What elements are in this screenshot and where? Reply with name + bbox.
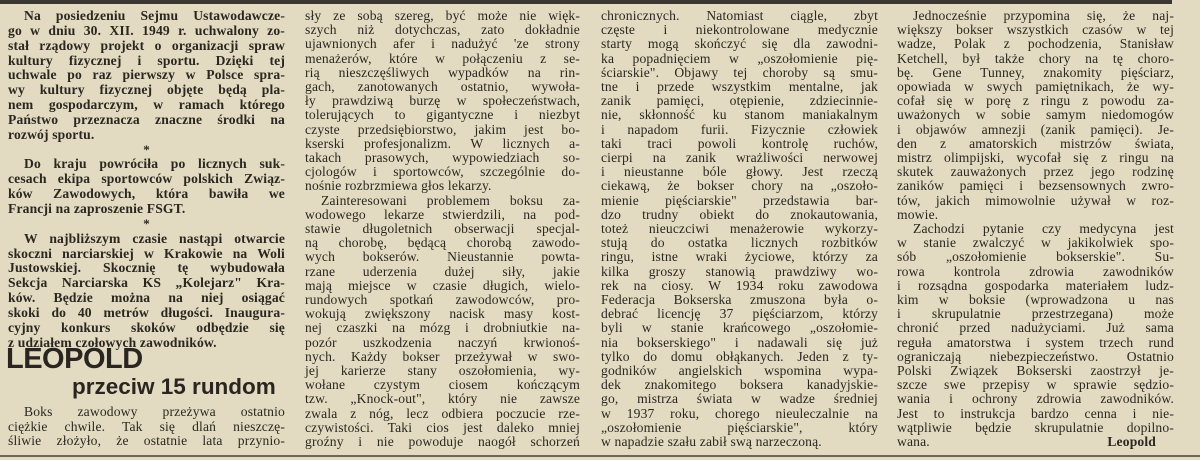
text-line: byli w stanie krańcowego „oszołomie- bbox=[601, 320, 878, 336]
text-line: ły prawdziwą burzę w społeczeństwach, bbox=[305, 93, 580, 109]
text-line: ka popadnięciem w „oszołomienie pię- bbox=[601, 50, 878, 66]
text-line: ograniczają niebezpieczeństwo. Ostatnio bbox=[897, 348, 1174, 364]
text-line: sób „oszołomienie bokserskie". Su- bbox=[897, 249, 1174, 265]
text-line: chronić przed nadużyciami. Już sama bbox=[897, 320, 1174, 336]
text-line: gach, zanotowanych ostatnio, wywoła- bbox=[305, 79, 580, 95]
text-line: Jest to instrukcja bardzo cenna i nie- bbox=[897, 405, 1174, 421]
text-line: debrać licencję 37 pięściarzom, którzy bbox=[601, 306, 878, 322]
text-line: i napadom furii. Fizycznie człowiek bbox=[601, 121, 878, 137]
text-line: cierpi na zanik wrażliwości nerwowej bbox=[601, 150, 878, 166]
text-line: dek znakomitego boksera kanadyjskie- bbox=[601, 377, 878, 393]
text-line: nośnie rozbrzmiewa głos lekarzy. bbox=[305, 178, 492, 194]
text-line: wania i ochrony zdrowia zawodników. bbox=[897, 391, 1174, 407]
news-item bbox=[8, 157, 285, 216]
text-line: ujawnionych afer i nadużyć 'ze strony bbox=[305, 36, 580, 52]
text-line: uważonych w sobie samym niedomogów bbox=[897, 107, 1174, 123]
text-line: śliwie złożyło, że ostatnie lata przynio- bbox=[8, 433, 285, 448]
text-line: nie, skłonność ku stanom maniakalnym bbox=[601, 107, 878, 123]
text-line: cjologów i sportowców, szczególnie do- bbox=[305, 164, 580, 180]
text-line: reguła amatorstwa i system trzech rund bbox=[897, 334, 1174, 350]
article-headline: LEOPOLD bbox=[6, 343, 143, 375]
text-line: rozwój sportu. bbox=[8, 126, 95, 142]
text-line: go, mistrza świata w wadze średniej bbox=[601, 391, 878, 407]
text-line: tów, jakich mimowolnie używał w roz- bbox=[897, 192, 1174, 208]
asterisk-separator: * bbox=[143, 215, 150, 231]
author-signature: Leopold bbox=[1107, 434, 1156, 450]
news-column bbox=[8, 9, 285, 350]
text-line: Do kraju powróciła po licznych suk- bbox=[24, 156, 285, 172]
text-line: z udziałem czołowych zawodników. bbox=[8, 334, 217, 350]
text-line: rowa kontrola zdrowia zawodników bbox=[897, 263, 1174, 279]
text-line: nia bokserskiego" i nadawali się już bbox=[601, 334, 878, 350]
text-line: skoczni narciarskiej w Krakowie na Woli bbox=[8, 245, 285, 261]
text-line-content: wana. bbox=[897, 434, 930, 450]
text-line: W najbliższym czasie nastąpi otwarcie bbox=[24, 230, 285, 246]
article-paragraph bbox=[8, 405, 285, 449]
text-line: Francji na zaproszenie FSGT. bbox=[8, 200, 186, 216]
text-line: „oszołomienie pięściarskie", który bbox=[601, 419, 878, 435]
text-line: skoki do 40 metrów długości. Inaugura- bbox=[8, 304, 285, 320]
text-line: ków Zawodowych, która bawiła we bbox=[8, 186, 285, 202]
article-paragraph bbox=[897, 222, 1174, 449]
text-line: Polski Związek Bokserski zaostrzył je- bbox=[897, 363, 1174, 379]
text-line: Na posiedzeniu Sejmu Ustawodawcze- bbox=[24, 8, 285, 23]
text-line: go w dniu 30. XII. 1949 r. uchwalony zo- bbox=[8, 22, 285, 38]
text-line: Federacja Bokserska zmuszona była o- bbox=[601, 292, 878, 308]
bottom-rule bbox=[0, 455, 1200, 457]
text-line: zanik pamięci, otępienie, zdziecinnie- bbox=[601, 93, 878, 109]
article-subheadline: przeciw 15 rundom bbox=[72, 374, 276, 399]
text-line: ringu, istne wraki życiowe, którzy za bbox=[601, 249, 878, 265]
text-line: i rozsądna gospodarka materiałem ludz- bbox=[897, 277, 1174, 293]
text-line: w 1937 roku, chorego nieuleczalnie na bbox=[601, 405, 878, 421]
text-line: czywistości. Taki cios jest daleko mniej bbox=[305, 419, 580, 435]
text-line: i objawów amnezji (zanik pamięci). Je- bbox=[897, 121, 1174, 137]
top-rule bbox=[0, 0, 1172, 4]
text-line: cofał się w porę z ringu z powodu za- bbox=[897, 93, 1174, 109]
text-line: Państwo przeznacza znaczne środki na bbox=[8, 111, 285, 127]
text-line: szych niż dotychczas, zato dokładnie bbox=[305, 22, 580, 38]
text-line: mają miejsce w czasie długich, wielo- bbox=[305, 277, 580, 293]
text-line: tne i przede wszystkim mentalne, jak bbox=[601, 79, 878, 95]
text-line: Zainteresowani problemem boksu za- bbox=[321, 192, 580, 208]
text-line: ciekawą, że bokser chory na „oszoło- bbox=[601, 178, 878, 194]
text-line: ną chorobę, będącą chorobą zawodo- bbox=[305, 235, 580, 251]
text-line: dzo trudny obiekt do znokautowania, bbox=[601, 206, 878, 222]
text-line: ków. Będzie można na niej osiągać bbox=[8, 290, 285, 306]
text-line: den z amatorskich mistrzów świata, bbox=[897, 135, 1174, 151]
text-line: taki traci powoli kontrolę ruchów, bbox=[601, 135, 878, 151]
text-line: wadze, Polak z pochodzenia, Stanisław bbox=[897, 36, 1174, 52]
text-line: wołane czystym ciosem kończącym bbox=[305, 377, 580, 393]
article-paragraph bbox=[897, 9, 1174, 222]
text-line: groźny i nie powoduje naogół schorzeń bbox=[305, 434, 580, 450]
text-line: stawie długoletnich obserwacji specjal- bbox=[305, 221, 580, 237]
article-lead-column bbox=[8, 405, 285, 449]
text-line: szcze swe przepisy w sprawie sędzio- bbox=[897, 377, 1174, 393]
asterisk-separator: * bbox=[143, 141, 150, 157]
text-line: Boks zawodowy przeżywa ostatnio bbox=[24, 404, 285, 419]
text-line: menażerów, które w połączeniu z se- bbox=[305, 50, 580, 66]
text-line: kultury fizycznej i sportu. Dzięki tej bbox=[8, 52, 285, 68]
text-line: rundowych spotkań zawodowców, pro- bbox=[305, 292, 580, 308]
text-line: w napadzie szału zabił swą narzeczoną. bbox=[601, 434, 822, 450]
text-line: tolerujących to gigantyczne i niezbyt bbox=[305, 107, 580, 123]
text-line: Sekcja Narciarska KS „Kolejarz" Kra- bbox=[8, 275, 285, 291]
text-line: Justowskiej. Skocznię tę wybudowała bbox=[8, 260, 285, 276]
text-line: wokują zwiększony nacisk masy kost- bbox=[305, 306, 580, 322]
text-line: starty mogą skończyć się dla zawodni- bbox=[601, 36, 878, 52]
text-line: mienie pięściarskie" przedstawia bar- bbox=[601, 192, 878, 208]
text-line: kserski profesjonalizm. W licznych a- bbox=[305, 135, 580, 151]
text-line: opowiada w swych pamiętnikach, że wy- bbox=[897, 79, 1174, 95]
text-line: wych bokserów. Nieustannie powta- bbox=[305, 249, 580, 265]
text-line: mowie. bbox=[897, 206, 939, 222]
text-line: stał rządowy projekt o organizacji spraw bbox=[8, 37, 285, 53]
text-line: skutek zauważonych przez jego rodzinę bbox=[897, 164, 1174, 180]
text-line bbox=[897, 435, 1174, 449]
text-line: toteż nieuczciwi menażerowie wykorzy- bbox=[601, 221, 878, 237]
text-line: nem gospodarczym, w ramach którego bbox=[8, 97, 285, 113]
text-line: ciężkie chwile. Tak się dlań nieszczę- bbox=[8, 418, 285, 434]
text-line: godników angielskich wspomina wypa- bbox=[601, 363, 878, 379]
text-line: w stanie zwalczyć w jakikolwiek spo- bbox=[897, 235, 1174, 251]
news-item bbox=[8, 232, 285, 351]
text-line: i nieustanne bóle głowy. Jest rzeczą bbox=[601, 164, 878, 180]
text-line: jej karierze stany oszołomienia, wy- bbox=[305, 363, 580, 379]
text-line: cesach ekipa sportowców polskich Związ- bbox=[8, 171, 285, 187]
text-line: bę. Gene Tunney, znakomity pięściarz, bbox=[897, 64, 1174, 80]
text-line: większy bokser wszystkich czasów w tej bbox=[897, 22, 1174, 38]
article-column-3 bbox=[601, 9, 878, 449]
text-line: i skrupulatnie przestrzegana) może bbox=[897, 306, 1174, 322]
text-line: Zachodzi pytanie czy medycyna jest bbox=[913, 221, 1174, 237]
article-paragraph bbox=[305, 194, 580, 450]
text-line: wątpliwie będzie skrupulatnie dopilno- bbox=[897, 419, 1174, 435]
article-column-2 bbox=[305, 9, 580, 449]
text-line: pozór uszkodzenia naczyń krwionoś- bbox=[305, 334, 580, 350]
text-line: nych. Każdy bokser przeżywał w swo- bbox=[305, 348, 580, 364]
text-line: rią nieszczęśliwych wypadków na rin- bbox=[305, 64, 580, 80]
text-line: kim w boksie (wprowadzona u nas bbox=[897, 292, 1174, 308]
text-line: czyste przedsiębiorstwo, jakim jest bo- bbox=[305, 121, 580, 137]
text-line: sły ze sobą szereg, być może nie więk- bbox=[305, 8, 580, 23]
news-item bbox=[8, 9, 285, 143]
text-line: Ketchell, był także chory na tę choro- bbox=[897, 50, 1174, 66]
article-paragraph bbox=[601, 9, 878, 449]
article-column-4 bbox=[897, 9, 1174, 449]
text-line: rek na ciosy. W 1934 roku zawodowa bbox=[601, 277, 878, 293]
text-line: takach prasowych, wypowiedziach so- bbox=[305, 150, 580, 166]
text-line: tylko do domu obłąkanych. Jeden z ty- bbox=[601, 348, 878, 364]
text-line: stują do ostatka licznych rozbitków bbox=[601, 235, 878, 251]
text-line: chronicznych. Natomiast ciągle, zbyt bbox=[601, 8, 878, 23]
text-line: mistrz olimpijski, wycofał się z ringu na bbox=[897, 150, 1174, 166]
text-line: rzane uderzenia dużej siły, jakie bbox=[305, 263, 580, 279]
article-paragraph bbox=[305, 9, 580, 194]
text-line: tzw. „Knock-out", który nie zawsze bbox=[305, 391, 580, 407]
text-line: ściarskie". Objawy tej choroby są smu- bbox=[601, 64, 878, 80]
text-line: Jednocześnie przypomina się, że naj- bbox=[913, 8, 1174, 23]
text-line: wodowego lekarze stwierdzili, na pod- bbox=[305, 206, 580, 222]
text-line: uchwale po raz pierwszy w Polsce spra- bbox=[8, 67, 285, 83]
text-line: zaników pamięci i bezsensownych zwro- bbox=[897, 178, 1174, 194]
text-line: nej czaszki na mózg i drobniutkie na- bbox=[305, 320, 580, 336]
text-line: zwala z nóg, lecz odbiera poczucie rze- bbox=[305, 405, 580, 421]
text-line: częste i niekontrolowane medycznie bbox=[601, 22, 878, 38]
text-line: kilka groszy stanowią prawdziwy wo- bbox=[601, 263, 878, 279]
text-line: cyjny konkurs skoków odbędzie się bbox=[8, 319, 285, 335]
text-line: wy kultury fizycznej objęte będą pla- bbox=[8, 82, 285, 98]
